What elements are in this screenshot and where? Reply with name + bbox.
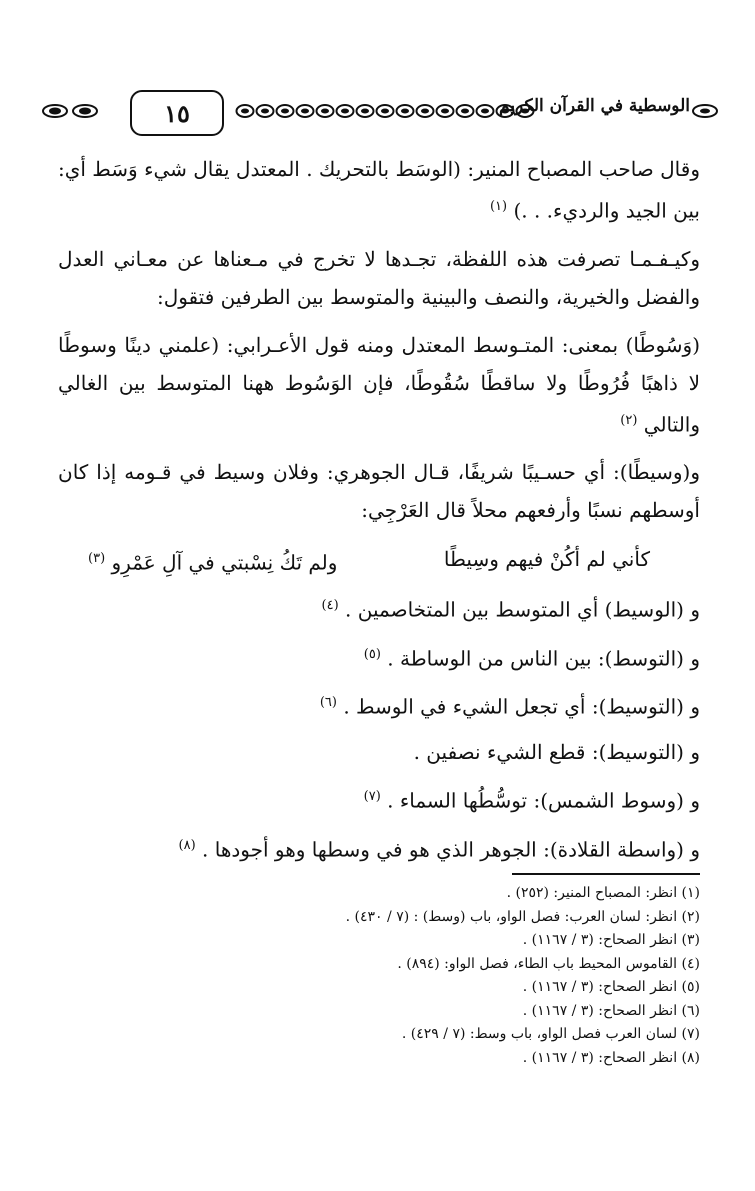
definition-line: و (التوسيط): أي تجعل الشيء في الوسط . $^{(٦)}$ — [319, 694, 700, 719]
poem-second-hemistich: ولم تَكُ نِسْبتي في آلِ عَمْرِو $^{(٣)}$ — [88, 550, 338, 575]
page-number-box — [130, 90, 224, 136]
footnote-ref: (٢) — [620, 412, 638, 428]
footnote-divider — [512, 873, 700, 875]
footnote-ref: (٤) — [321, 597, 339, 613]
ornament-right-icon — [690, 102, 720, 120]
ornament-left-icon — [40, 102, 120, 120]
main-text — [58, 150, 700, 875]
definition-line: و (واسطة القلادة): الجوهر الذي هو في وسطها وهو أجودها . $^{(٨)}$ — [178, 837, 700, 862]
definition-line: و (الوسيط) أي المتوسط بين المتخاصمين . $^{(٤)}$ — [321, 597, 700, 622]
footnote-ref: (٧) — [363, 788, 381, 804]
ornament-band-icon — [235, 102, 535, 120]
footnote: (١) انظر: المصباح المنير: (٢٥٢) . — [506, 885, 700, 901]
running-header — [40, 90, 720, 134]
paragraph: وكيـفـمـا تصرفت هذه اللفظة، تجـدها لا تخرج في مـعناها عن معـاني العدل والفضل والخيرية، والنصف والبينية والمتوسط بين الطرفين فتقول: — [58, 246, 700, 309]
footnote: (٨) انظر الصحاح: (٣ / ١١٦٧) . — [522, 1049, 700, 1066]
paragraph: وقال صاحب المصباح المنير: (الوسَط بالتحريك . المعتدل يقال شيء وَسَط أي: بين الجيد والرديء. . .) $^{(١)}$ — [58, 157, 700, 223]
definition-line: و (وسوط الشمس): توسُّطُها السماء . $^{(٧)}$ — [363, 788, 700, 813]
footnote: (٦) انظر الصحاح: (٣ / ١١٦٧) . — [522, 1002, 700, 1019]
footnote-ref: (٨) — [178, 837, 196, 853]
page-number: ١٥ — [164, 98, 190, 128]
poem-verse — [58, 539, 700, 583]
footnote: (٧) لسان العرب فصل الواو، باب وسط: (٧ / ٤٢٩) . — [401, 1026, 700, 1042]
paragraph: (وَسُوطًا) بمعنى: المتـوسط المعتدل ومنه قول الأعـرابي: (علمني دينًا وسوطًا لا ذاهبًا فُرُوطًا ولا ساقطًا سُقُوطًا، فإن الوَسُوط ههنا المتوسط بين الغالي والتالي $^{(٢)}$ — [58, 332, 700, 437]
running-header-title: الوسطية في القرآن الكريم — [499, 96, 690, 116]
footnote-ref: (٣) — [88, 551, 106, 567]
definition-line: و (التوسط): بين الناس من الوساطة . $^{(٥)}$ — [363, 646, 700, 671]
definition-line: و (التوسيط): قطع الشيء نصفين . — [413, 739, 700, 764]
poem-first-hemistich: كأني لم أكُنْ فيهم وسِيطًا — [443, 547, 650, 572]
footnotes — [58, 882, 700, 1070]
footnote-ref: (٦) — [319, 695, 337, 711]
footnote: (٣) انظر الصحاح: (٣ / ١١٦٧) . — [522, 932, 700, 948]
footnote-ref: (٥) — [363, 646, 381, 662]
footnote: (٥) انظر الصحاح: (٣ / ١١٦٧) . — [522, 979, 700, 995]
footnote: (٤) القاموس المحيط باب الطاء، فصل الواو: (٨٩٤) . — [397, 955, 700, 972]
footnote: (٢) انظر: لسان العرب: فصل الواو، باب (وسط) : (٧ / ٤٣٠) . — [345, 908, 700, 925]
footnote-ref: (١) — [489, 199, 508, 214]
paragraph: و(وسيطًا): أي حسـيبًا شريفًا، قـال الجوهري: وفلان وسيط في قـومه إذا كان أوسطهم نسبًا وأرفعهم محلاً قال العَرْجِي: — [58, 460, 700, 523]
